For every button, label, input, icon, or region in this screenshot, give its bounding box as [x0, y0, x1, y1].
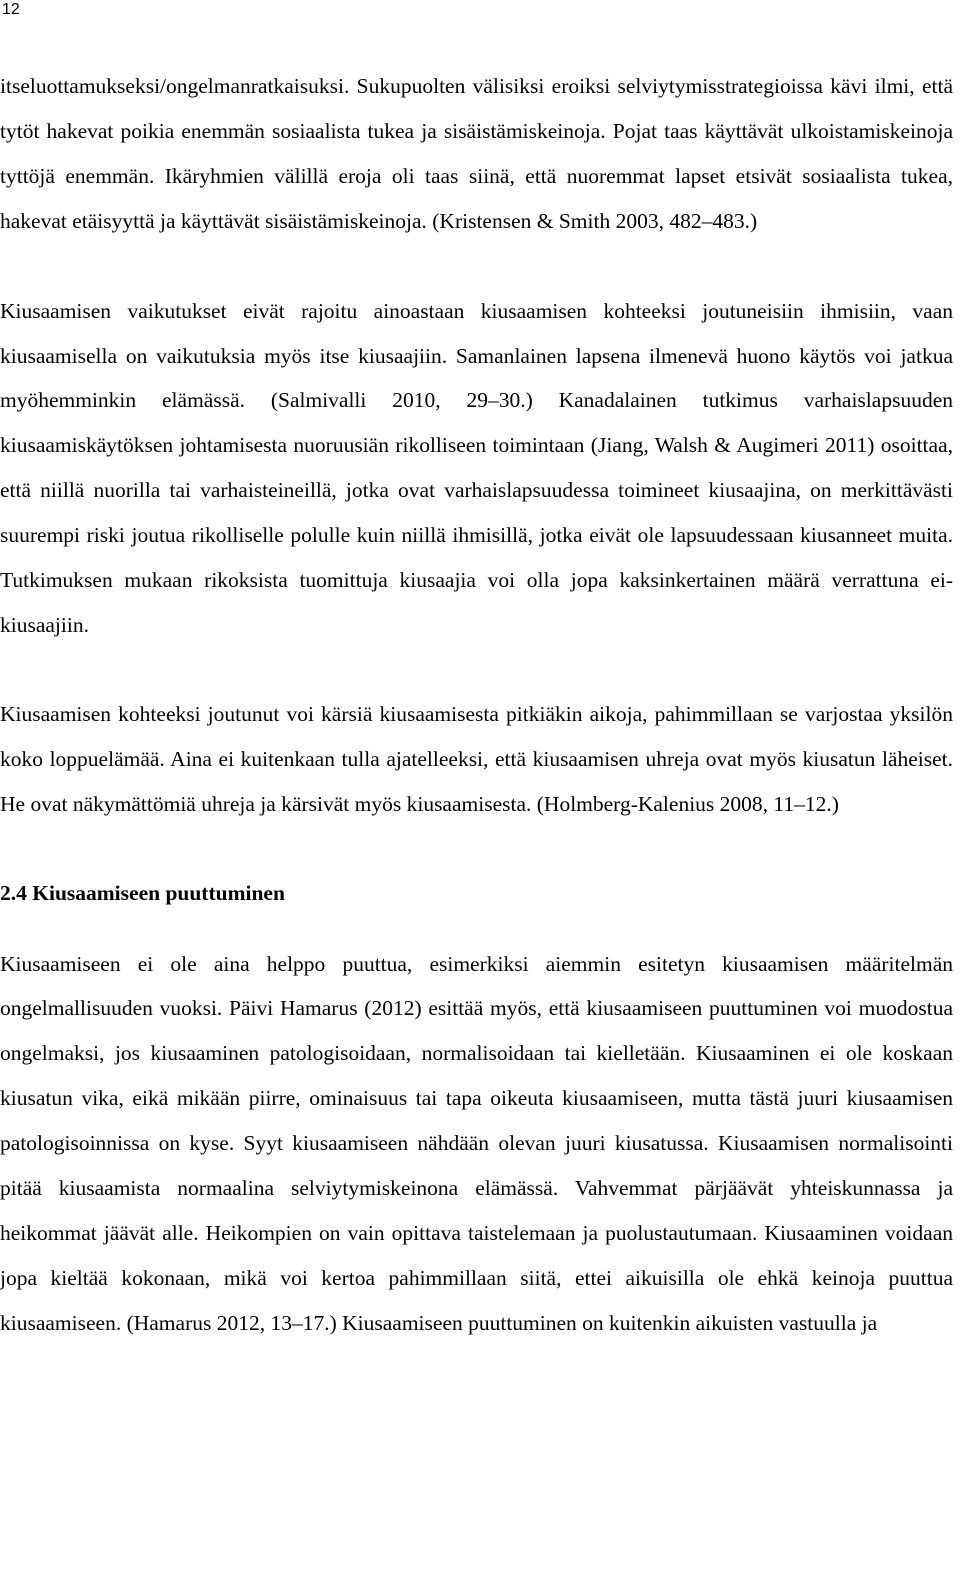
paragraph-intervention: Kiusaamiseen ei ole aina helppo puuttua, esimerkiksi aiemmin esitetyn kiusaamisen määritelmän ongelmallisuuden vuoksi. Päivi Hamarus (2012) esittää myös, että kiusaamiseen puuttuminen voi muodostua ongelmaksi, jos kiusaaminen patologisoidaan, normalisoidaan tai kielletään. Kiusaaminen ei ole koskaan kiusatun vika, eikä mikään piirre, ominaisuus tai tapa oikeuta kiusaamiseen, mutta tästä juuri kiusaamisen patologisoinnissa on kyse. Syyt kiusaamiseen nähdään olevan juuri kiusatussa. Kiusaamisen normalisointi pitää kiusaamista normaalina selviytymiskeinona elämässä. Vahvemmat pärjäävät yhteiskunnassa ja heikommat jäävät alle. Heikompien on vain opittava taistelemaan ja puolustautumaan. Kiusaaminen voidaan jopa kieltää kokonaan, mikä voi kertoa pahimmillaan siitä, ettei aikuisilla ole ehkä keinoja puuttua kiusaamiseen. (Hamarus 2012, 13–17.) Kiusaamiseen puuttuminen on kuitenkin aikuisten vastuulla ja [0, 951, 953, 1335]
paragraph-coping-strategies: itseluottamukseksi/ongelmanratkaisuksi. Sukupuolten välisiksi eroiksi selviytymisstrategioissa kävi ilmi, että tytöt hakevat poikia enemmän sosiaalista tukea ja sisäistämiskeinoja. Pojat taas käyttävät ulkoistamiskeinoja tyttöjä enemmän. Ikäryhmien välillä eroja oli taas siinä, että nuoremmat lapset etsivät sosiaalista tukea, hakevat etäisyyttä ja käyttävät sisäistämiskeinoja. (Kristensen & Smith 2003, 482–483.) [0, 74, 953, 233]
document-body [0, 64, 953, 1346]
paragraph-effects-on-bullies: Kiusaamisen vaikutukset eivät rajoitu ainoastaan kiusaamisen kohteeksi joutuneisiin ihmisiin, vaan kiusaamisella on vaikutuksia myös itse kiusaajiin. Samanlainen lapsena ilmenevä huono käytös voi jatkua myöhemminkin elämässä. (Salmivalli 2010, 29–30.) Kanadalainen tutkimus varhaislapsuuden kiusaamiskäytöksen johtamisesta nuoruusiän rikolliseen toimintaan (Jiang, Walsh & Augimeri 2011) osoittaa, että niillä nuorilla tai varhaisteineillä, jotka ovat varhaislapsuudessa toimineet kiusaajina, on merkittävästi suurempi riski joutua rikolliselle polulle kuin niillä ihmisillä, jotka eivät ole lapsuudessaan kiusanneet muita. Tutkimuksen mukaan rikoksista tuomittuja kiusaajia voi olla jopa kaksinkertainen määrä verrattuna ei-kiusaajiin. [0, 298, 953, 637]
page-number: 12 [2, 1, 20, 18]
section-heading: 2.4 Kiusaamiseen puuttuminen [0, 880, 285, 905]
paragraph-long-term-victims: Kiusaamisen kohteeksi joutunut voi kärsiä kiusaamisesta pitkiäkin aikoja, pahimmillaan se varjostaa yksilön koko loppuelämää. Aina ei kuitenkaan tulla ajatelleeksi, että kiusaamisen uhreja ovat myös kiusatun läheiset. He ovat näkymättömiä uhreja ja kärsivät myös kiusaamisesta. (Holmberg-Kalenius 2008, 11–12.) [0, 701, 953, 816]
